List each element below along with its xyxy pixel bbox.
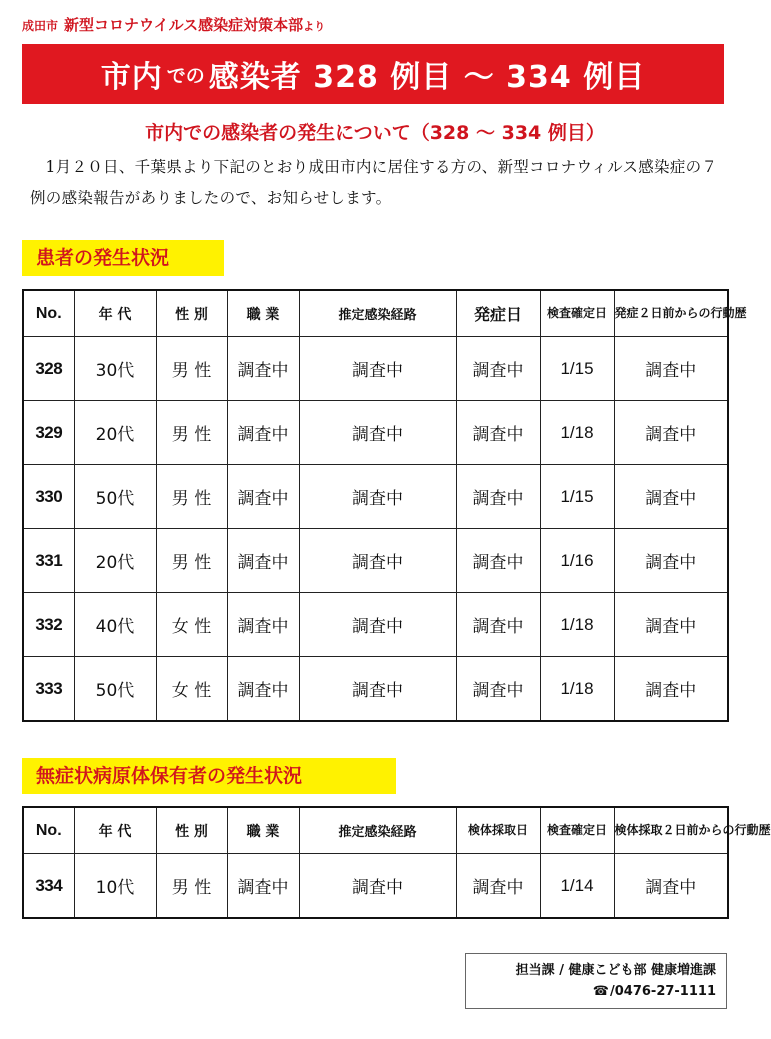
cell-job: 調査中 [227, 337, 299, 401]
section-label-asymptomatic: 無症状病原体保有者の発生状況 [22, 758, 396, 794]
banner-part3: 感染者 328 例目 ～ 334 例目 [208, 60, 646, 95]
table-row [23, 529, 728, 593]
cell-route: 調査中 [299, 854, 456, 919]
header-org: 新型コロナウイルス感染症対策本部 [64, 16, 304, 34]
cell-age: 50代 [74, 465, 156, 529]
patients-table [22, 289, 747, 722]
cell-onset: 調査中 [456, 593, 540, 657]
header-city: 成田市 [22, 19, 59, 33]
cell-history: 調査中 [614, 337, 728, 401]
cell-age: 20代 [74, 529, 156, 593]
header-sex: 性 別 [156, 290, 227, 337]
cell-history: 調査中 [614, 854, 728, 919]
banner-part2: での [166, 64, 205, 87]
cell-age: 50代 [74, 657, 156, 722]
cell-no: 332 [23, 593, 74, 657]
header-onset: 発症日 [456, 290, 540, 337]
contact-phone: /0476-27-1111 [610, 984, 716, 999]
table-row [23, 593, 728, 657]
cell-age: 40代 [74, 593, 156, 657]
header-history: 発症２日前からの行動歴 [614, 290, 728, 337]
cell-route: 調査中 [299, 337, 456, 401]
header-route: 推定感染経路 [299, 807, 456, 854]
table-header-row [23, 290, 728, 337]
header-no: No. [23, 290, 74, 337]
cell-no: 330 [23, 465, 74, 529]
cell-confirmed: 1/16 [540, 529, 614, 593]
header-confirmed: 検査確定日 [540, 290, 614, 337]
cell-history: 調査中 [614, 657, 728, 722]
cell-confirmed: 1/15 [540, 465, 614, 529]
body-text: 1月２０日、千葉県より下記のとおり成田市内に居住する方の、新型コロナウィルス感染症の７例の感染報告がありましたので、お知らせします。 [30, 158, 718, 207]
table-row [23, 401, 728, 465]
cell-onset: 調査中 [456, 337, 540, 401]
cell-confirmed: 1/18 [540, 593, 614, 657]
cell-onset: 調査中 [456, 465, 540, 529]
section-label-patients: 患者の発生状況 [22, 240, 224, 276]
cell-sex: 男 性 [156, 529, 227, 593]
contact-phone-line [466, 981, 716, 1002]
header-line [22, 14, 325, 38]
table-header-row [23, 807, 728, 854]
header-job: 職 業 [227, 290, 299, 337]
header-age: 年 代 [74, 290, 156, 337]
cell-route: 調査中 [299, 593, 456, 657]
contact-box [465, 953, 727, 1009]
cell-no: 331 [23, 529, 74, 593]
cell-confirmed: 1/14 [540, 854, 614, 919]
cell-route: 調査中 [299, 465, 456, 529]
cell-age: 10代 [74, 854, 156, 919]
title-banner [22, 44, 724, 104]
phone-icon: ☎ [592, 984, 609, 999]
cell-no: 334 [23, 854, 74, 919]
cell-route: 調査中 [299, 657, 456, 722]
table-row [23, 337, 728, 401]
cell-job: 調査中 [227, 529, 299, 593]
cell-history: 調査中 [614, 593, 728, 657]
cell-history: 調査中 [614, 529, 728, 593]
cell-age: 20代 [74, 401, 156, 465]
header-history: 検体採取２日前からの行動歴 [614, 807, 728, 854]
cell-sex: 男 性 [156, 854, 227, 919]
cell-age: 30代 [74, 337, 156, 401]
cell-job: 調査中 [227, 854, 299, 919]
cell-onset: 調査中 [456, 529, 540, 593]
cell-sex: 女 性 [156, 657, 227, 722]
cell-no: 333 [23, 657, 74, 722]
cell-sex: 男 性 [156, 401, 227, 465]
header-age: 年 代 [74, 807, 156, 854]
cell-history: 調査中 [614, 401, 728, 465]
cell-job: 調査中 [227, 657, 299, 722]
cell-sex: 男 性 [156, 465, 227, 529]
subtitle: 市内での感染者の発生について（328 ～ 334 例目） [145, 122, 605, 144]
cell-onset: 調査中 [456, 657, 540, 722]
cell-job: 調査中 [227, 401, 299, 465]
header-no: No. [23, 807, 74, 854]
table-row [23, 465, 728, 529]
cell-confirmed: 1/18 [540, 657, 614, 722]
cell-no: 328 [23, 337, 74, 401]
cell-job: 調査中 [227, 593, 299, 657]
cell-sex: 男 性 [156, 337, 227, 401]
banner-part1: 市内 [100, 60, 163, 95]
cell-confirmed: 1/15 [540, 337, 614, 401]
contact-dept: 担当課 / 健康こども部 健康増進課 [515, 963, 716, 978]
cell-sex: 女 性 [156, 593, 227, 657]
header-route: 推定感染経路 [299, 290, 456, 337]
cell-sampled: 調査中 [456, 854, 540, 919]
table-row [23, 657, 728, 722]
cell-history: 調査中 [614, 465, 728, 529]
header-sex: 性 別 [156, 807, 227, 854]
header-confirmed: 検査確定日 [540, 807, 614, 854]
cell-route: 調査中 [299, 401, 456, 465]
cell-route: 調査中 [299, 529, 456, 593]
asymptomatic-table [22, 806, 771, 919]
cell-no: 329 [23, 401, 74, 465]
header-sampled: 検体採取日 [456, 807, 540, 854]
cell-onset: 調査中 [456, 401, 540, 465]
header-suffix: より [303, 20, 326, 33]
header-job: 職 業 [227, 807, 299, 854]
cell-confirmed: 1/18 [540, 401, 614, 465]
cell-job: 調査中 [227, 465, 299, 529]
table-row [23, 854, 728, 919]
